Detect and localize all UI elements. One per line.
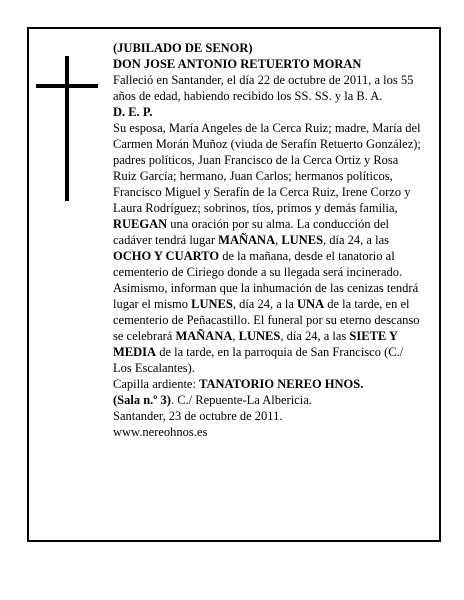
date-line: Santander, 23 de octubre de 2011. <box>113 409 283 423</box>
tanatorio-name: TANATORIO NEREO HNOS. <box>199 377 364 391</box>
sala-number: (Sala n.º 3) <box>113 393 171 407</box>
deceased-name: DON JOSE ANTONIO RETUERTO MORAN <box>113 57 362 71</box>
ruegan-word: RUEGAN <box>113 217 168 231</box>
cross-vertical-bar <box>65 56 69 201</box>
chapel-info: Capilla ardiente: TANATORIO NEREO HNOS. (Sala n.º 3). C./ Repuente-La Albericia. <box>113 377 364 407</box>
website-link[interactable]: www.nereohnos.es <box>113 425 208 439</box>
cross-icon <box>36 56 96 201</box>
cross-horizontal-bar <box>36 84 98 88</box>
retired-line: (JUBILADO DE SENOR) <box>113 41 253 55</box>
family-list: Su esposa, María Angeles de la Cerca Ruiz; madre, María del Carmen Morán Muñoz (viuda de Serafín Retuerto González); padres políticos, Juan Francisco de la Cerca Ortiz y Rosa Ruiz García; hermano, Juan Carlos; hermanos políticos, Francisco Miguel y Serafín de la Cerca Ruiz, Irene Corzo y Laura Rodríguez; sobrinos, tíos, primos y demás familia, <box>113 121 421 215</box>
obituary-text <box>113 40 425 440</box>
dep-line: D. E. P. <box>113 105 153 119</box>
death-notice: Falleció en Santander, el día 22 de octubre de 2011, a los 55 años de edad, habiendo recibido los SS. SS. y la B. A. <box>113 73 414 103</box>
funeral-details: RUEGAN una oración por su alma. La conducción del cadáver tendrá lugar MAÑANA, LUNES, día 24, a las OCHO Y CUARTO de la mañana, desde el tanatorio al cementerio de Ciriego donde a su llegada será incinerado. Asimismo, informan que la inhumación de las cenizas tendrá lugar el mismo LUNES, día 24, a la UNA de la tarde, en el cementerio de Peñacastillo. El funeral por su eterno descanso se celebrará MAÑANA, LUNES, día 24, a las SIETE Y MEDIA de la tarde, en la parroquia de San Francisco (C./ Los Escalantes). <box>113 217 420 375</box>
